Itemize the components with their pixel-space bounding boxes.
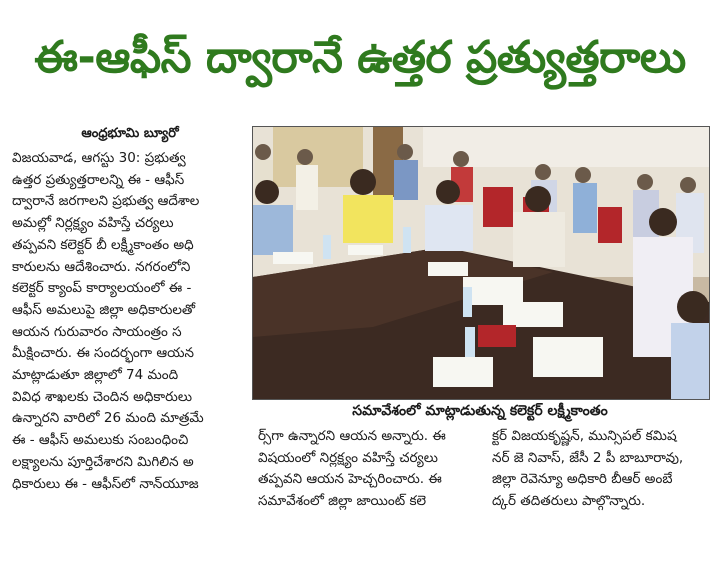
text-line: ఈ - ఆఫీస్ అమలుకు సంబంధించి [12, 432, 189, 449]
text-line: మాట్లాడుతూ జిల్లాలో 74 మంది [12, 367, 179, 384]
text-line: తప్పవని కలెక్టర్ బీ లక్ష్మీకాంతం అధి [12, 236, 194, 253]
text-line: కలెక్టర్ క్యాంప్ కార్యాలయంలో ఈ - [12, 280, 192, 297]
byline: ఆంధ్రభూమి బ్యూరో [81, 126, 179, 141]
text-line: ఆఫీస్ అమలుపై జిల్లా అధికారులతో [12, 301, 196, 318]
photo-caption: సమావేశంలో మాట్లాడుతున్న కలెక్టర్ లక్ష్మీకాంతం [352, 403, 608, 419]
article-middle-column [258, 426, 488, 513]
text-line: ర్స్‌గా ఉన్నారని ఆయన అన్నారు. ఈ [258, 428, 446, 444]
text-line: లక్ష్యాలను పూర్తిచేశారని మిగిలిన అ [12, 453, 194, 470]
text-line: వివిధ శాఖలకు చెందిన అధికారులు [12, 388, 193, 405]
text-line: సమావేశంలో జిల్లా జాయింట్ కలె [258, 493, 427, 510]
text-line: కారులను ఆదేశించారు. నగరంలోని [12, 258, 191, 275]
meeting-photo-illustration [253, 127, 709, 399]
article-left-column [12, 148, 250, 495]
text-line: ఆయన గురువారం సాయంత్రం స [12, 323, 182, 340]
text-line: జిల్లా రెవెన్యూ అధికారి బీఆర్ అంబే [492, 471, 673, 488]
text-line: ఉత్తర ప్రత్యుత్తరాలన్ని ఈ - ఆఫీస్ [12, 171, 185, 188]
text-line: ద్కర్ తదితరులు పాల్గొన్నారు. [492, 493, 646, 510]
text-line: ధికారులు ఈ - ఆఫీస్‌లో నాన్‌యూజ [12, 475, 199, 492]
text-line: అమల్లో నిర్లక్ష్యం వహిస్తే చర్యలు [12, 215, 174, 232]
text-line: ద్వారానే జరగాలని ప్రభుత్వ ఆదేశాల [12, 193, 200, 210]
text-line: మీక్షించారు. ఈ సందర్భంగా ఆయన [12, 345, 195, 362]
text-line: తప్పవని ఆయన హెచ్చరించారు. ఈ [258, 471, 442, 488]
article-right-column [492, 426, 708, 513]
text-line: నర్ జె నివాస్, జేసీ 2 పీ బాబూరావు, [492, 449, 684, 466]
text-line: ఉన్నారని వారిలో 26 మంది మాత్రమే [12, 410, 204, 427]
text-line: విజయవాడ, ఆగస్టు 30: ప్రభుత్వ [12, 150, 186, 166]
meeting-photo [252, 126, 710, 400]
text-line: క్టర్ విజయకృష్ణన్, మున్సిపల్ కమిష [492, 428, 677, 444]
headline: ఈ-ఆఫీస్ ద్వారానే ఉత్తర ప్రత్యుత్తరాలు [34, 32, 686, 83]
text-line: విషయంలో నిర్లక్ష్యం వహిస్తే చర్యలు [258, 449, 438, 466]
